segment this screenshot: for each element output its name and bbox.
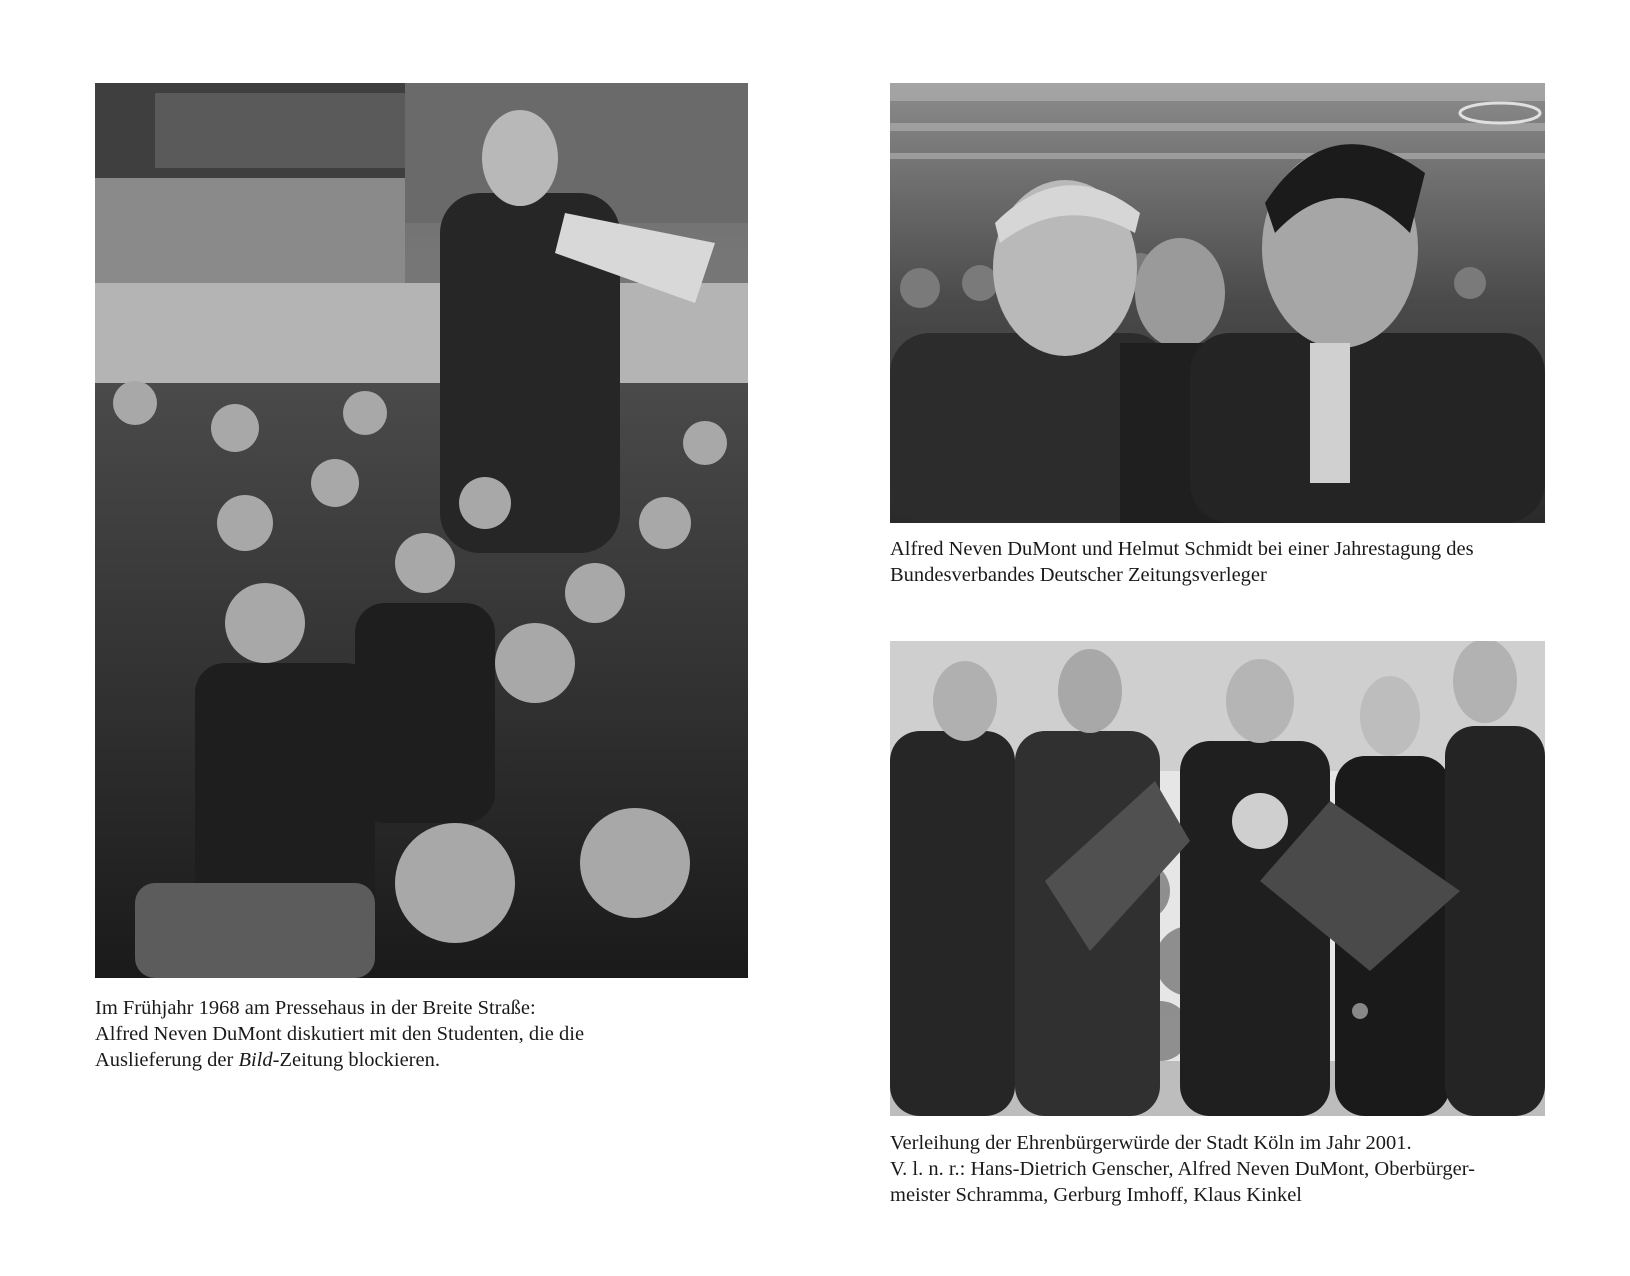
caption-schmidt: [890, 536, 1545, 588]
caption-ehrenbuerger: [890, 1130, 1545, 1208]
photo-ehrenbuerger-image: [890, 641, 1545, 1116]
caption-1968-line-3-before: Auslieferung der: [95, 1049, 239, 1071]
caption-1968-line-3-italic: Bild: [238, 1049, 273, 1071]
caption-ehrenbuerger-line-2: V. l. n. r.: Hans-Dietrich Genscher, Alfred Neven DuMont, Oberbürger-: [890, 1158, 1475, 1180]
caption-1968: [95, 995, 748, 1073]
caption-1968-line-1: Im Frühjahr 1968 am Pressehaus in der Breite Straße:: [95, 997, 536, 1019]
photo-ehrenbuerger-ceremony: [890, 641, 1545, 1116]
photo-1968-protest: [95, 83, 748, 978]
caption-ehrenbuerger-line-3: meister Schramma, Gerburg Imhoff, Klaus Kinkel: [890, 1184, 1302, 1206]
caption-1968-line-3: [95, 1047, 748, 1073]
caption-schmidt-line-2: Bundesverbandes Deutscher Zeitungsverleger: [890, 564, 1267, 586]
caption-1968-line-2: Alfred Neven DuMont diskutiert mit den Studenten, die die: [95, 1023, 585, 1045]
caption-ehrenbuerger-line-1: Verleihung der Ehrenbürgerwürde der Stadt Köln im Jahr 2001.: [890, 1132, 1412, 1154]
photo-schmidt-meeting: [890, 83, 1545, 523]
photo-schmidt-image: [890, 83, 1545, 523]
caption-1968-line-3-after: -Zeitung blockieren.: [272, 1049, 440, 1071]
caption-schmidt-line-1: Alfred Neven DuMont und Helmut Schmidt bei einer Jahrestagung des: [890, 538, 1474, 560]
photo-1968-image: [95, 83, 748, 978]
